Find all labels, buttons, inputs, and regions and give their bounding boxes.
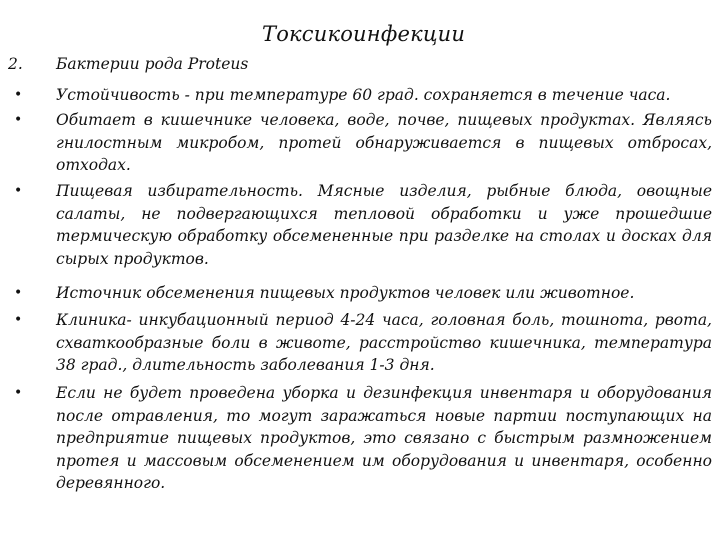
list-item-text: Устойчивость - при температуре 60 град. сохраняется в течение часа. (56, 86, 671, 104)
list-item-text: Клиника- инкубационный период 4-24 часа, головная боль, тошнота, рвота, схваткообразные боли в животе, расстройство кишечника, температура 38 град., длительность заболевания 1-3 дня. (56, 311, 712, 374)
bullet-icon: • (14, 312, 23, 328)
list-item-text: Обитает в кишечнике человека, воде, почве, пищевых продуктах. Являясь гнилостным микробом, протей обнаруживается в пищевых отбросах, отходах. (56, 111, 712, 174)
list-item-text: Источник обсеменения пищевых продуктов человек или животное. (56, 284, 635, 302)
list-item-text: Если не будет проведена уборка и дезинфекция инвентаря и оборудования после отравления, то могут заражаться новые партии поступающих на предприятие пищевых продуктов, это связано с быстрым размножением протея и массовым обсеменением им оборудования и инвентаря, особенно деревянного. (56, 384, 712, 492)
heading-text: Бактерии рода Proteus (56, 55, 249, 73)
bullet-icon: • (14, 112, 23, 128)
bullet-icon: • (14, 385, 23, 401)
list-item-text: Пищевая избирательность. Мясные изделия, рыбные блюда, овощные салаты, не подвергающихся тепловой обработки и уже прошедшие термическую обработку обсемененные при разделке на столах и досках для сырых продуктов. (56, 182, 712, 268)
bullet-icon: • (14, 87, 23, 103)
bullet-icon: • (14, 183, 23, 199)
list-number: 2. (8, 55, 23, 73)
slide-title: Токсикоинфекции (262, 22, 466, 46)
bullet-icon: • (14, 285, 23, 301)
